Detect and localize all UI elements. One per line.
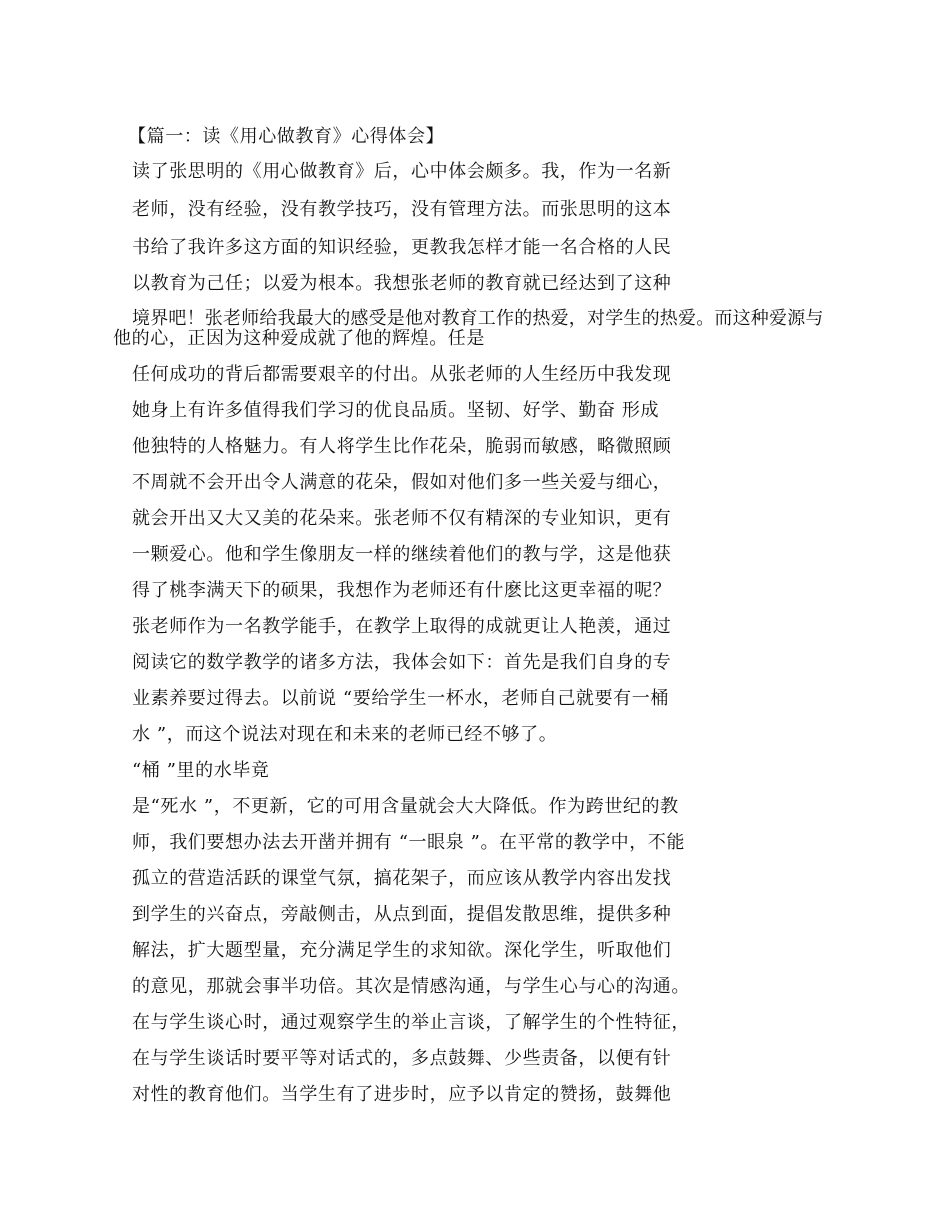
paragraph-line: 孤立的营造活跃的课堂气氛，搞花架子，而应该从教学内容出发找 — [132, 868, 672, 889]
paragraph-line: 他独特的人格魅力。有人将学生比作花朵，脆弱而敏感，略微照顾 — [132, 436, 672, 457]
paragraph-line: 的意见，那就会事半功倍。其次是情感沟通，与学生心与心的沟通。 — [132, 976, 690, 997]
paragraph-line: 就会开出又大又美的花朵来。张老师不仅有精深的专业知识，更有 — [132, 508, 672, 529]
paragraph-line: 她身上有许多值得我们学习的优良品质。坚韧、好学、勤奋 形成 — [132, 400, 660, 421]
paragraph-line: 水 ”，而这个说法对现在和未来的老师已经不够了。 — [132, 724, 558, 745]
paragraph-line: 书给了我许多这方面的知识经验，更教我怎样才能一名合格的人民 — [132, 237, 672, 258]
paragraph-line: 师，我们要想办法去开凿并拥有 “一眼泉 ”。在平常的教学中，不能 — [132, 832, 686, 853]
paragraph-line: 对性的教育他们。当学生有了进步时，应予以肯定的赞扬，鼓舞他 — [132, 1084, 672, 1105]
paragraph-line: 到学生的兴奋点，旁敲侧击，从点到面，提倡发散思维，提供多种 — [132, 904, 672, 925]
paragraph-line: 读了张思明的《用心做教育》后，心中体会颇多。我，作为一名新 — [132, 161, 672, 182]
paragraph-line: 张老师作为一名教学能手，在教学上取得的成就更让人艳羡，通过 — [132, 616, 672, 637]
paragraph-line: 境界吧！张老师给我最大的感受是他对教育工作的热爱，对学生的热爱。而这种爱源与 — [132, 308, 824, 329]
paragraph-line: 是“死水 ”，不更新，它的可用含量就会大大降低。作为跨世纪的教 — [132, 796, 679, 817]
paragraph-line: 他的心，正因为这种爱成就了他的辉煌。任是 — [113, 328, 485, 349]
paragraph-line: 在与学生谈话时要平等对话式的，多点鼓舞、少些责备，以便有针 — [132, 1048, 672, 1069]
paragraph-line: 以教育为己任；以爱为根本。我想张老师的教育就已经达到了这种 — [132, 273, 672, 294]
paragraph-line: “桶 ”里的水毕竟 — [132, 760, 270, 781]
paragraph-line: 任何成功的背后都需要艰辛的付出。从张老师的人生经历中我发现 — [132, 364, 672, 385]
document-title: 【篇一：读《用心做教育》心得体会】 — [128, 126, 445, 147]
paragraph-line: 不周就不会开出令人满意的花朵，假如对他们多一些关爱与细心， — [132, 472, 672, 493]
paragraph-line: 解法，扩大题型量，充分满足学生的求知欲。深化学生，听取他们 — [132, 940, 672, 961]
paragraph-line: 得了桃李满天下的硕果，我想作为老师还有什麽比这更幸福的呢？ — [132, 580, 672, 601]
paragraph-line: 老师，没有经验，没有教学技巧，没有管理方法。而张思明的这本 — [132, 199, 672, 220]
paragraph-line: 在与学生谈心时，通过观察学生的举止言谈，了解学生的个性特征， — [132, 1012, 690, 1033]
paragraph-line: 业素养要过得去。以前说 “要给学生一杯水，老师自己就要有一桶 — [132, 688, 669, 709]
paragraph-line: 阅读它的数学教学的诸多方法，我体会如下：首先是我们自身的专 — [132, 652, 672, 673]
paragraph-line: 一颗爱心。他和学生像朋友一样的继续着他们的教与学，这是他获 — [132, 544, 672, 565]
